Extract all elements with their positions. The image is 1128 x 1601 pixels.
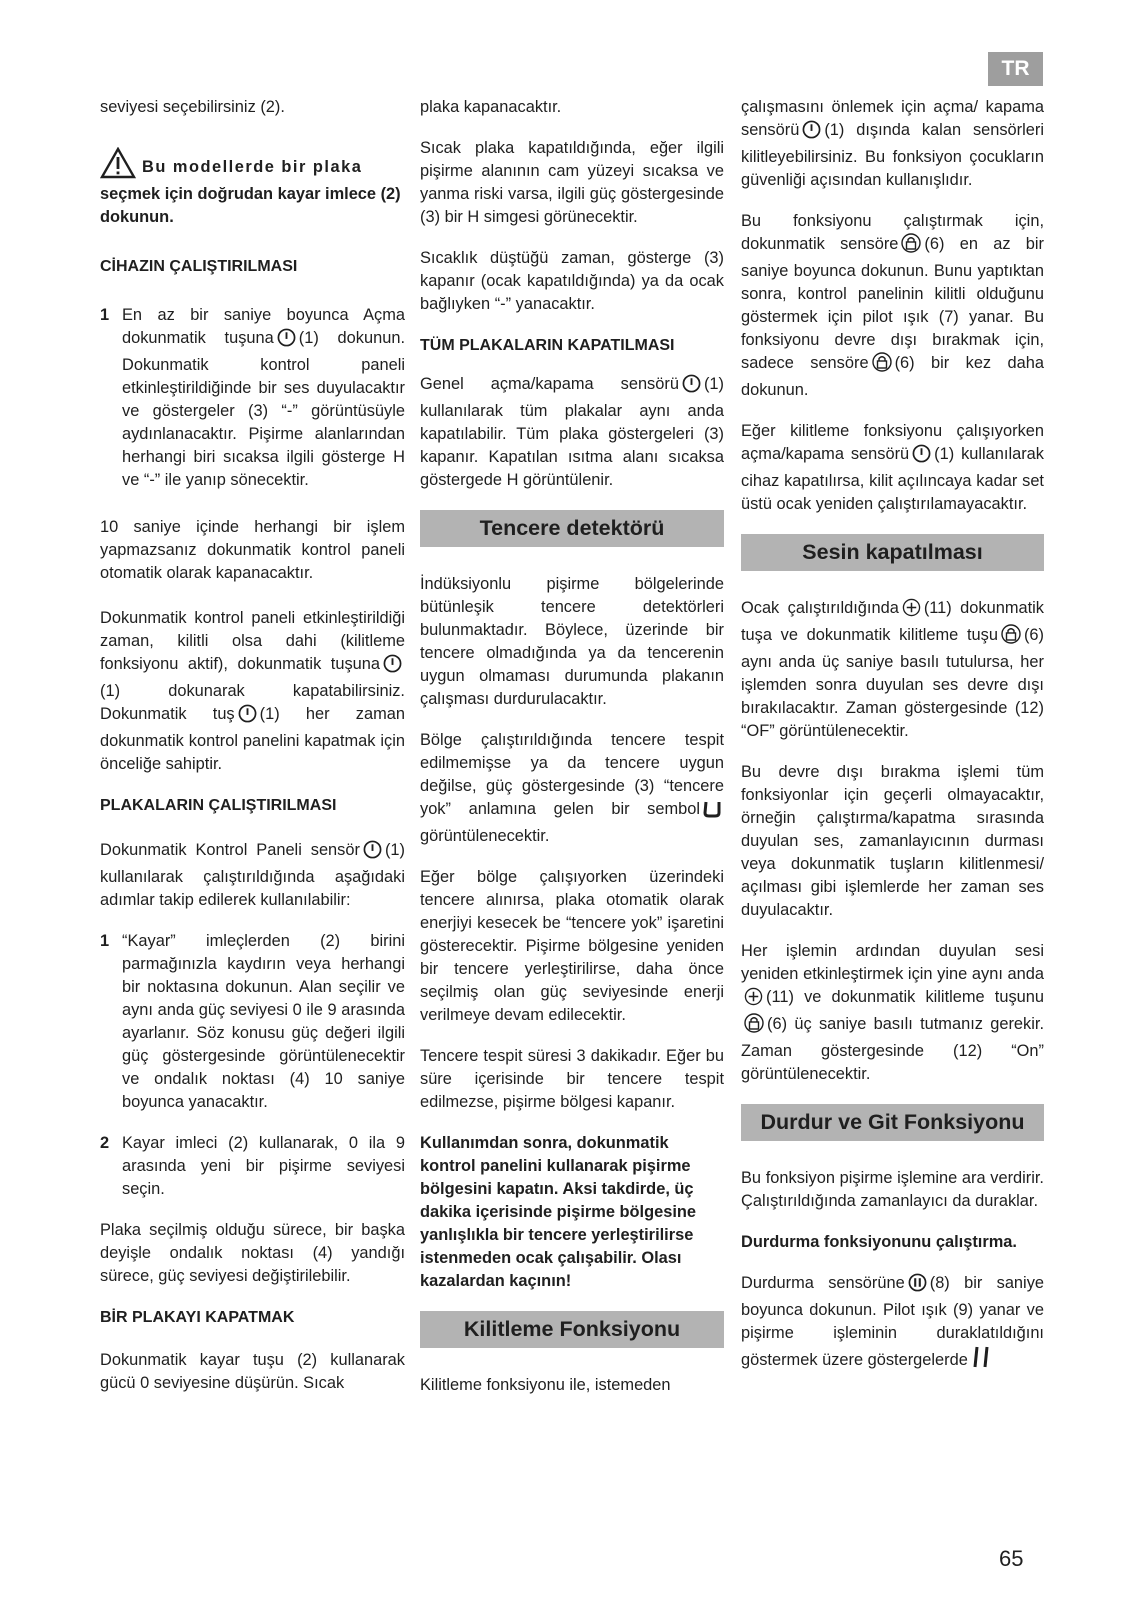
section-band-stop-go: Durdur ve Git Fonksiyonu <box>741 1104 1044 1141</box>
paragraph: Eğer kilitleme fonksiyonu çalışıyorken açma/kapama sensörü (1) kullanılarak cihaz kapatılırsa, kilit açılıncaya kadar set üstü ocak yeniden çalıştırılamayacaktır. <box>741 422 1044 513</box>
lock-icon <box>872 352 892 379</box>
paragraph: çalışmasını önlemek için açma/ kapama sensörü (1) dışında kalan sensörleri kilitleyebilirsiniz. Bu fonksiyon çocukların güvenliği açısından kullanışlıdır. <box>741 98 1044 189</box>
step-number: 1 <box>100 932 110 950</box>
power-icon <box>682 374 701 400</box>
paragraph: Sıcak plaka kapatıldığında, eğer ilgili pişirme alanının cam yüzeyi sıcaksa ve yanma riski varsa, ilgili güç göstergesinde (3) bir H simgesi görünecektir. <box>420 139 724 226</box>
power-icon <box>238 704 257 730</box>
warning-paragraph: Kullanımdan sonra, dokunmatik kontrol panelini kullanarak pişirme bölgesini kapatın. Aksi takdirde, üç dakika içerisinde pişirme bölgesine yanlışlıkla bir tencere yerleştirilirse istenmeden ocak çalışabilir. Olası kazalardan kaçının! <box>420 1134 697 1290</box>
step-number: 1 <box>100 306 110 324</box>
paragraph: Ocak çalıştırıldığında (11) dokunmatik tuşa ve dokunmatik kilitleme tuşu (6) aynı anda üç saniye basılı tutulursa, her işlemden sonra duyulan ses devre dışı bırakılacaktır. Zaman göstergesinde (12) “OF” görüntülenecektir. <box>741 599 1044 740</box>
warning-triangle-icon <box>100 147 136 179</box>
paragraph: Plaka seçilmiş olduğu sürece, bir başka deyişle ondalık noktası (4) yandığı sürece, güç seviyesi değiştirilebilir. <box>100 1221 405 1285</box>
plus-icon <box>902 598 921 624</box>
paragraph: Sıcaklık düştüğü zaman, gösterge (3) kapanır (ocak kapatıldığında) ya da ocak bağlıyken “-” yanacaktır. <box>420 249 724 313</box>
subheading: Durdurma fonksiyonunu çalıştırma. <box>741 1233 1017 1251</box>
paragraph: Durdurma sensörüne (8) bir saniye boyunca dokunun. Pilot ışık (9) yanar ve pişirme işleminin duraklatıldığını göstermek üzere göstergelerde <box>741 1272 1044 1376</box>
numbered-step <box>100 930 405 1114</box>
section-band-lock-function: Kilitleme Fonksiyonu <box>420 1311 724 1348</box>
paragraph: Dokunmatik kontrol paneli etkinleştirildiği zaman, kilitli olsa dahi (kilitleme fonksiyonu aktif), dokunmatik tuşuna(1) dokunarak kapatabilirsiniz. Dokunmatik tuş (1) her zaman dokunmatik kontrol panelini kapatmak için önceliğe sahiptir. <box>100 609 405 773</box>
lock-icon <box>744 1013 764 1040</box>
step-number: 2 <box>100 1134 110 1152</box>
section-heading: BİR PLAKAYI KAPATMAK <box>100 1309 295 1326</box>
paragraph: Genel açma/kapama sensörü (1) kullanılarak tüm plakalar aynı anda kapatılabilir. Tüm plaka göstergeleri (3) kapanır. Kapatılan ısıtma alanı sıcaksa göstergede H görüntülenir. <box>420 375 724 489</box>
paragraph: Her işlemin ardından duyulan sesi yeniden etkinleştirmek için yine aynı anda(11) ve dokunmatik kilitleme tuşunu(6) üç saniye basılı tutmanız gerekir. Zaman göstergesinde (12) “On” görüntülenecektir. <box>741 942 1044 1083</box>
paragraph: seviyesi seçebilirsiniz (2). <box>100 98 285 116</box>
pause-display-icon <box>971 1345 993 1376</box>
language-badge: TR <box>988 52 1043 86</box>
paragraph: Kilitleme fonksiyonu ile, istemeden <box>420 1376 671 1394</box>
step-text: Kayar imleci (2) kullanarak, 0 ila 9 arasında yeni bir pişirme seviyesi seçin. <box>122 1134 405 1198</box>
section-heading: PLAKALARIN ÇALIŞTIRILMASI <box>100 797 337 814</box>
paragraph: plaka kapanacaktır. <box>420 98 562 116</box>
paragraph: Dokunmatik kayar tuşu (2) kullanarak gücü 0 seviyesine düşürün. Sıcak <box>100 1351 405 1392</box>
paragraph: Dokunmatik Kontrol Paneli sensör (1) kullanılarak çalıştırıldığında aşağıdaki adımlar takip edilerek kullanılabilir: <box>100 841 405 909</box>
page-number: 65 <box>999 1546 1024 1571</box>
section-band-sound-off: Sesin kapatılması <box>741 534 1044 571</box>
column-2 <box>420 96 724 1415</box>
paragraph: Bu fonksiyonu çalıştırmak için, dokunmatik sensöre (6) en az bir saniye boyunca dokunun. Bunu yaptıktan sonra, kontrol panelinin kilitli olduğunu göstermek için pilot ışık (7) yanar. Bu fonksiyonu devre dışı bırakmak için, sadece sensöre (6) bir kez daha dokunun. <box>741 212 1045 399</box>
power-icon <box>383 654 402 680</box>
paragraph: Eğer bölge çalışıyorken üzerindeki tencere alınırsa, plaka otomatik olarak enerjiyi kesecek be “tencere yok” işaretini gösterecektir. Pişirme bölgesine yeniden bir tencere yerleştirilirse, daha önce seçilmiş olan güç seviyesinde enerji verilmeye devam edilecektir. <box>420 868 724 1024</box>
paragraph: İndüksiyonlu pişirme bölgelerinde bütünleşik tencere detektörleri bulunmaktadır. Böylece, üzerinde bir tencere olmadığında ya da tencerenin uygun olmaması durumunda plakanın çalışması durdurulacaktır. <box>420 575 724 708</box>
warning-heading: Bu modellerde bir plaka <box>142 158 363 176</box>
no-pot-symbol-icon <box>703 800 721 825</box>
warning-note <box>100 147 405 179</box>
numbered-step <box>100 304 405 492</box>
plus-icon <box>744 987 763 1013</box>
column-3 <box>741 96 1044 1394</box>
step-text: “Kayar” imleçlerden (2) birini parmağınızla kaydırın veya herhangi bir noktasına dokunun. Alan seçilir ve aynı anda güç seviyesi 0 ile 9 arasında ayarlanır. Söz konusu güç değeri ilgili güç göstergesinde görüntülenecektir ve ondalık noktası (4) 10 saniye boyunca yanacaktır. <box>122 932 405 1111</box>
section-band-pot-detector: Tencere detektörü <box>420 510 724 547</box>
paragraph: Bölge çalıştırıldığında tencere tespit edilmemişse ya da tencere uygun değilse, güç göstergesinde (3) “tencere yok” anlamına gelen bir sembolgörüntülenecektir. <box>420 731 724 845</box>
numbered-step <box>100 1132 405 1201</box>
power-icon <box>363 840 382 866</box>
column-1 <box>100 96 405 1413</box>
power-icon <box>277 328 296 354</box>
paragraph: Tencere tespit süresi 3 dakikadır. Eğer bu süre içerisinde bir tencere tespit edilmezse, pişirme bölgesi kapanır. <box>420 1047 724 1111</box>
power-icon <box>912 444 931 470</box>
lock-icon <box>901 233 921 260</box>
paragraph: 10 saniye içinde herhangi bir işlem yapmazsanız dokunmatik kontrol paneli otomatik olarak kapanacaktır. <box>100 518 405 582</box>
warning-text: seçmek için doğrudan kayar imlece (2) dokunun. <box>100 185 401 226</box>
section-heading: TÜM PLAKALARIN KAPATILMASI <box>420 337 675 354</box>
paragraph: Bu devre dışı bırakma işlemi tüm fonksiyonlar için geçerli olmayacaktır, örneğin çalıştırma/kapatma sırasında duyulan ses, zamanlayıcının durması veya dokunmatik tuşların kilitlenmesi/ açılması gibi işlemlerde her zaman ses duyulacaktır. <box>741 763 1044 919</box>
pause-icon <box>908 1273 927 1299</box>
lock-icon <box>1001 624 1021 651</box>
power-icon <box>802 120 821 146</box>
section-heading: CİHAZIN ÇALIŞTIRILMASI <box>100 258 298 275</box>
paragraph: Bu fonksiyon pişirme işlemine ara verdirir. Çalıştırıldığında zamanlayıcı da duraklar. <box>741 1169 1044 1210</box>
step-text: En az bir saniye boyunca Açma dokunmatik tuşuna (1) dokunun. Dokunmatik kontrol paneli etkinleştirildiğinde bir ses duyulacaktır ve göstergeler (3) “-” görüntüsüyle aydınlanacaktır. Pişirme alanlarından herhangi biri sıcaksa ilgili gösterge H ve “-” ile yanıp sönecektir. <box>122 306 405 489</box>
